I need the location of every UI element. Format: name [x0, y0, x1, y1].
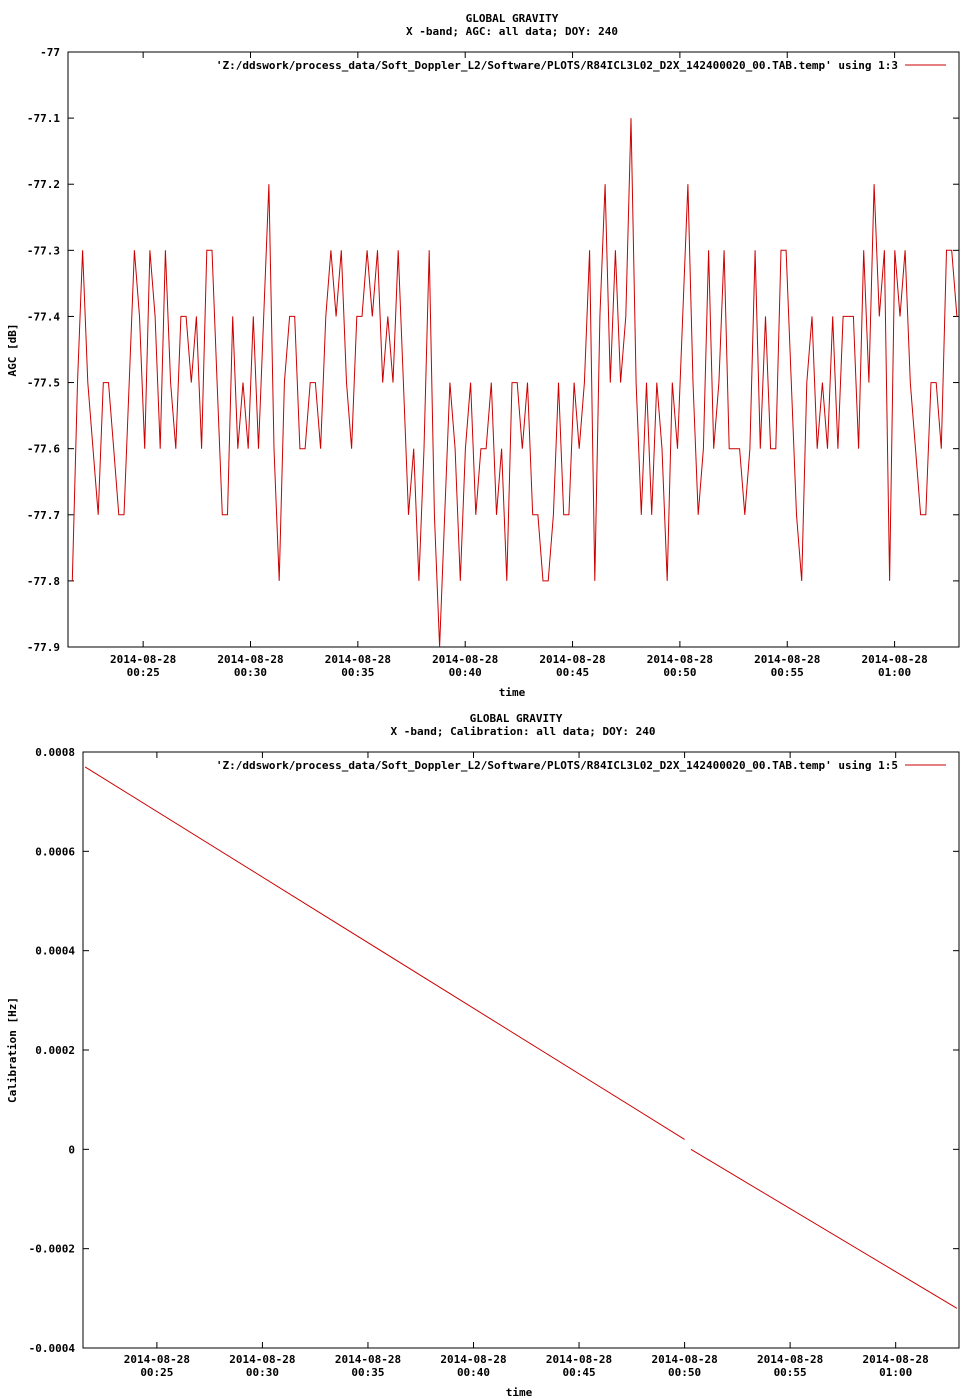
x-tick-time: 00:30	[233, 666, 268, 679]
x-tick-time: 00:45	[555, 666, 590, 679]
series-group	[85, 767, 957, 1308]
x-tick-date: 2014-08-28	[754, 653, 821, 666]
plot-frame	[83, 752, 959, 1348]
y-tick-label: -77.7	[26, 508, 60, 522]
y-axis-label: AGC [dB]	[6, 323, 19, 377]
y-tick-label: -0.0002	[28, 1242, 75, 1256]
x-tick-time: 01:00	[878, 666, 912, 679]
y-ticks	[29, 746, 959, 1355]
y-tick-label: -77.3	[26, 244, 60, 258]
x-tick-date: 2014-08-28	[862, 1353, 929, 1366]
series-line	[691, 1149, 957, 1308]
y-tick-label: -77.2	[26, 178, 60, 192]
y-tick-label: 0	[68, 1143, 75, 1157]
y-tick-label: -77.4	[26, 310, 60, 324]
x-tick-date: 2014-08-28	[757, 1353, 824, 1366]
x-tick-time: 00:35	[351, 1366, 385, 1379]
x-tick-time: 00:25	[140, 1366, 174, 1379]
x-tick-date: 2014-08-28	[440, 1353, 507, 1366]
x-ticks	[110, 52, 928, 679]
x-tick-date: 2014-08-28	[432, 653, 499, 666]
chart-title: GLOBAL GRAVITY	[465, 12, 559, 25]
y-axis-label: Calibration [Hz]	[6, 997, 19, 1103]
agc-chart	[6, 12, 959, 699]
x-tick-date: 2014-08-28	[646, 653, 714, 666]
y-tick-label: -77	[40, 46, 60, 59]
x-ticks	[124, 752, 929, 1379]
y-tick-label: 0.0002	[35, 1044, 75, 1057]
chart-title: GLOBAL GRAVITY	[469, 712, 563, 725]
chart-subtitle: X -band; Calibration: all data; DOY: 240	[390, 725, 656, 738]
x-tick-time: 00:40	[456, 1366, 491, 1379]
x-axis-label: time	[505, 1386, 533, 1399]
series-line	[72, 118, 957, 647]
legend-label: 'Z:/ddswork/process_data/Soft_Doppler_L2/Software/PLOTS/R84ICL3L02_D2X_142400020_00.TAB.temp' using 1:3	[215, 59, 898, 72]
x-tick-time: 00:35	[341, 666, 375, 679]
x-tick-time: 00:25	[126, 666, 160, 679]
y-tick-label: -77.6	[26, 442, 60, 456]
y-ticks	[27, 46, 959, 654]
x-tick-time: 00:50	[668, 1366, 702, 1379]
series-group	[72, 118, 957, 647]
y-tick-label: 0.0008	[35, 746, 75, 759]
x-tick-time: 00:55	[770, 666, 804, 679]
x-tick-date: 2014-08-28	[324, 653, 391, 666]
calibration-chart	[6, 712, 959, 1399]
y-tick-label: -77.5	[26, 376, 60, 390]
x-tick-time: 00:50	[663, 666, 697, 679]
x-tick-date: 2014-08-28	[217, 653, 284, 666]
y-tick-label: -0.0004	[28, 1342, 75, 1355]
y-tick-label: 0.0006	[35, 845, 75, 859]
x-tick-time: 00:30	[245, 1366, 279, 1379]
x-axis-label: time	[498, 686, 526, 699]
x-tick-date: 2014-08-28	[123, 1353, 190, 1366]
x-tick-date: 2014-08-28	[539, 653, 606, 666]
x-tick-time: 00:55	[773, 1366, 807, 1379]
y-tick-label: -77.9	[26, 641, 60, 654]
legend-label: 'Z:/ddswork/process_data/Soft_Doppler_L2/Software/PLOTS/R84ICL3L02_D2X_142400020_00.TAB.temp' using 1:5	[215, 759, 898, 772]
chart-subtitle: X -band; AGC: all data; DOY: 240	[406, 25, 618, 38]
x-tick-time: 00:40	[448, 666, 482, 679]
plot-frame	[68, 52, 959, 647]
x-tick-date: 2014-08-28	[334, 1353, 402, 1366]
x-tick-date: 2014-08-28	[651, 1353, 718, 1366]
x-tick-date: 2014-08-28	[110, 653, 177, 666]
x-tick-time: 01:00	[879, 1366, 913, 1379]
y-tick-label: -77.8	[26, 574, 60, 588]
x-tick-time: 00:45	[562, 1366, 596, 1379]
y-tick-label: -77.1	[26, 112, 60, 126]
y-tick-label: 0.0004	[35, 944, 75, 958]
x-tick-date: 2014-08-28	[545, 1353, 613, 1366]
series-line	[85, 767, 685, 1140]
x-tick-date: 2014-08-28	[229, 1353, 296, 1366]
x-tick-date: 2014-08-28	[861, 653, 928, 666]
